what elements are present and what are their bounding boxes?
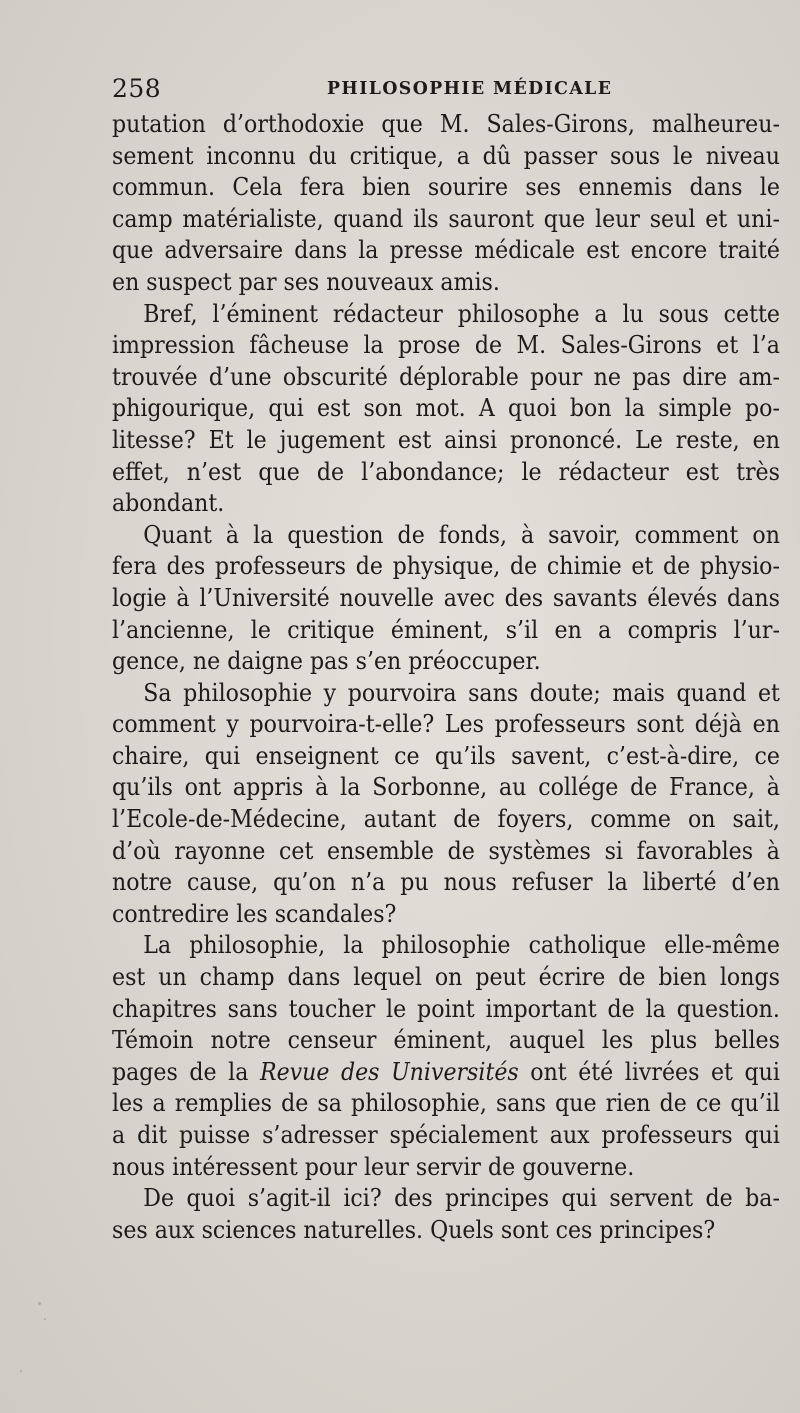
paper-speck [38,1302,41,1305]
text-line: trouvée d’une obscurité déplorable pour ne pas dire am- [112,362,780,391]
paragraph [112,1183,780,1246]
text-line: Témoin notre censeur éminent, auquel les plus belles [112,1026,780,1055]
paragraph [112,678,780,931]
text-line: nous intéressent pour leur servir de gouverne. [112,1152,635,1181]
text-line: en suspect par ses nouveaux amis. [112,267,500,296]
text-line: pages de la Revue des Universités ont été livrées et qui [112,1057,780,1086]
text-line: d’où rayonne cet ensemble de systèmes si favorables à [112,836,780,865]
text-line: ses aux sciences naturelles. Quels sont ces principes? [112,1215,716,1244]
text-line: impression fâcheuse la prose de M. Sales-Girons et l’a [112,331,780,360]
text-line: notre cause, qu’on n’a pu nous refuser la liberté d’en [112,868,780,897]
paragraph [112,109,780,299]
text-line: l’ancienne, le critique éminent, s’il en a compris l’ur- [112,615,780,644]
text-line: fera des professeurs de physique, de chimie et de physio- [112,552,780,581]
paper-speck [20,1370,22,1372]
text-line: Quant à la question de fonds, à savoir, comment on [143,520,780,549]
paper-speck [44,1318,46,1320]
text-line: qu’ils ont appris à la Sorbonne, au collége de France, à [112,773,780,802]
page-header [112,74,762,104]
page-number: 258 [112,74,162,103]
paragraph [112,520,780,678]
text-line: putation d’orthodoxie que M. Sales-Girons, malheureu- [112,110,780,138]
text-line: litesse? Et le jugement est ainsi prononcé. Le reste, en [112,425,780,454]
text-line: les a remplies de sa philosophie, sans que rien de ce qu’il [112,1089,780,1118]
text-line: phigourique, qui est son mot. A quoi bon la simple po- [112,394,780,423]
text-line: chaire, qui enseignent ce qu’ils savent, c’est-à-dire, ce [112,741,780,770]
text-line: a dit puisse s’adresser spécialement aux professeurs qui [112,1121,780,1149]
body-text [112,109,780,1246]
text-line: est un champ dans lequel on peut écrire de bien longs [112,963,780,992]
text-line: effet, n’est que de l’abondance; le rédacteur est très [112,457,780,486]
running-head: PHILOSOPHIE MÉDICALE [327,78,613,99]
journal-title: Revue des Universités [259,1057,519,1086]
text-line: camp matérialiste, quand ils sauront que leur seul et uni- [112,204,780,233]
text-line: abondant. [112,489,225,518]
paragraph [112,930,780,1183]
text-line: logie à l’Université nouvelle avec des savants élevés dans [112,583,780,612]
text-line: La philosophie, la philosophie catholique elle-même [143,931,780,960]
text-line: Sa philosophie y pourvoira sans doute; mais quand et [143,678,780,707]
text-line: contredire les scandales? [112,899,397,928]
text-line: chapitres sans toucher le point important de la question. [112,994,780,1023]
text-line: De quoi s’agit-il ici? des principes qui servent de ba- [143,1184,780,1213]
text-line: gence, ne daigne pas s’en préoccuper. [112,647,541,676]
text-line: Bref, l’éminent rédacteur philosophe a lu sous cette [143,299,780,328]
paragraph [112,299,780,520]
text-line: l’Ecole-de-Médecine, autant de foyers, comme on sait, [112,805,780,834]
text-line: sement inconnu du critique, a dû passer sous le niveau [112,141,780,170]
text-line: que adversaire dans la presse médicale est encore traité [112,236,780,265]
text-line: commun. Cela fera bien sourire ses ennemis dans le [112,173,780,202]
text-line: comment y pourvoira-t-elle? Les professeurs sont déjà en [112,710,780,739]
